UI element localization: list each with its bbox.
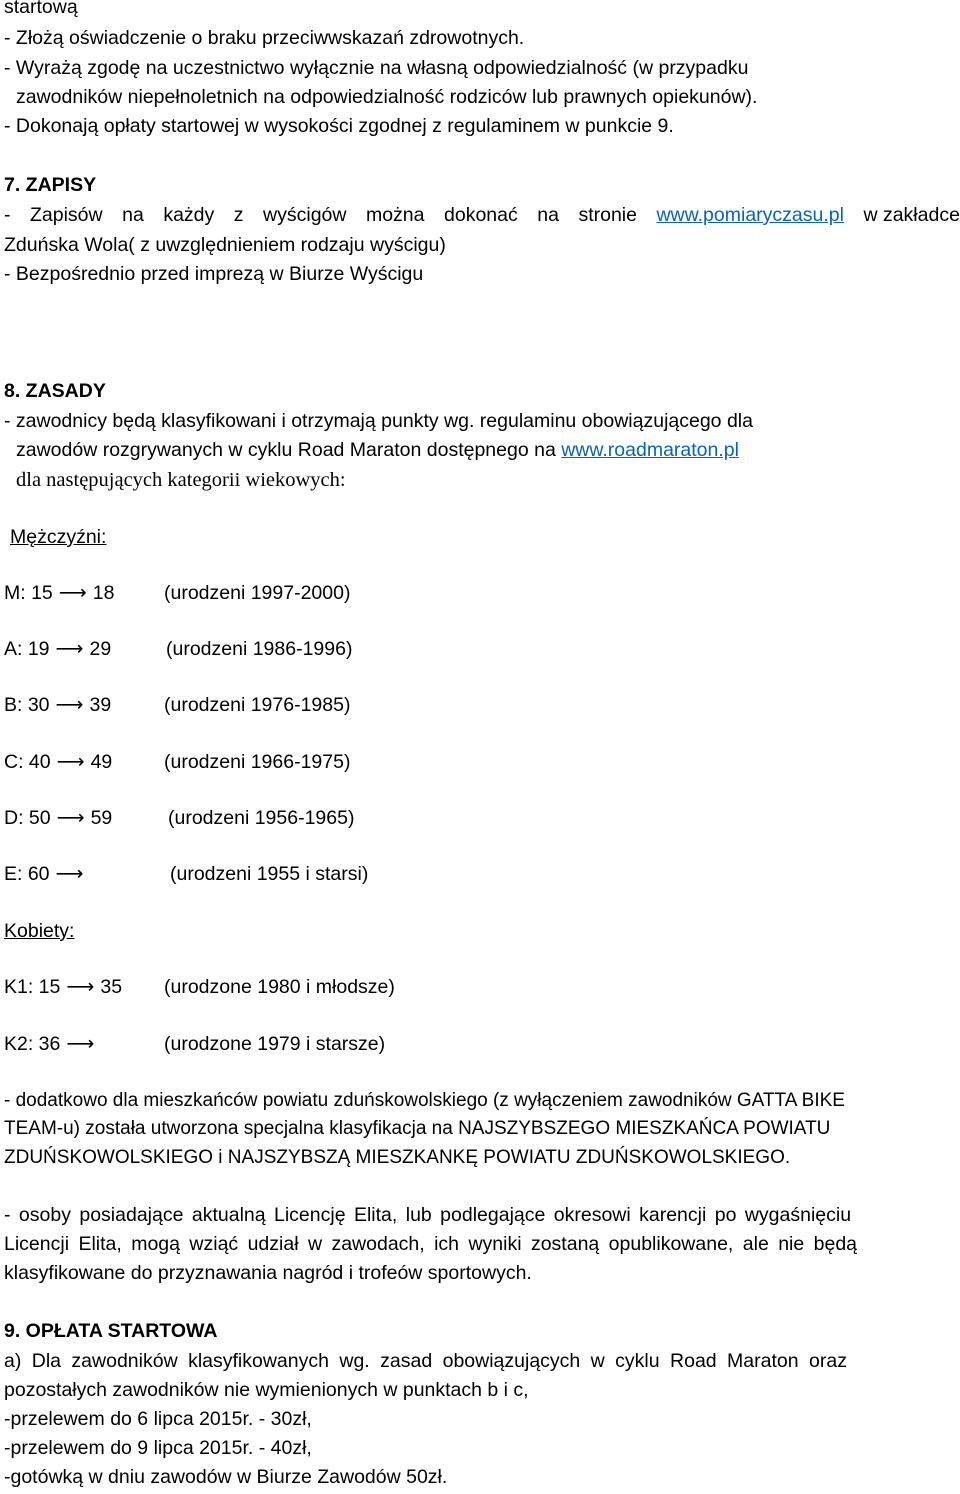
text-line: Licencji Elita, mogą wziąć udział w zawodach, ich wyniki zostaną opublikowane, ale nie będą (4, 1233, 858, 1255)
section-heading-zasady: 8. ZASADY (4, 380, 106, 402)
zapisy-line-1 (4, 202, 960, 228)
category-end: 59 (90, 807, 113, 829)
text-line: TEAM-u) została utworzona specjalna klasyfikacja na NAJSZYBSZEGO MIESZKAŃCA POWIATU (4, 1118, 831, 1139)
text-line: - dodatkowo dla mieszkańców powiatu zduńskowolskiego (z wyłączeniem zawodników GATTA BIKE (4, 1090, 845, 1111)
text-line: -przelewem do 6 lipca 2015r. - 30zł, (4, 1408, 312, 1430)
category-row (4, 1031, 386, 1057)
text-line: - zawodnicy będą klasyfikowani i otrzymają punkty wg. regulaminu obowiązującego dla (4, 410, 753, 432)
category-row (4, 861, 369, 887)
arrow-icon: ⟶ (56, 807, 85, 829)
category-label: K2: 36 (4, 1033, 61, 1055)
arrow-icon: ⟶ (55, 863, 84, 885)
text-line: Zduńska Wola( z uwzględnieniem rodzaju wyścigu) (4, 234, 446, 256)
category-label: A: 19 (4, 638, 50, 660)
section-heading-zapisy: 7. ZAPISY (4, 174, 97, 196)
category-label: C: 40 (4, 751, 51, 773)
category-years: (urodzeni 1955 i starsi) (170, 863, 369, 885)
text-line: startową (4, 0, 78, 18)
arrow-icon: ⟶ (56, 751, 85, 773)
women-label: Kobiety: (4, 920, 75, 942)
text-line: zawodników niepełnoletnich na odpowiedzialność rodziców lub prawnych opiekunów). (16, 86, 758, 108)
text-line: ZDUŃSKOWOLSKIEGO i NAJSZYBSZĄ MIESZKANKĘ POWIATU ZDUŃSKOWOLSKIEGO. (4, 1147, 791, 1168)
category-row (4, 974, 395, 1000)
category-years: (urodzeni 1966-1975) (164, 751, 351, 773)
category-end: 18 (92, 582, 115, 604)
category-end: 35 (100, 976, 123, 998)
arrow-icon: ⟶ (55, 694, 84, 716)
men-label: Mężczyźni: (10, 526, 107, 548)
category-label: M: 15 (4, 582, 53, 604)
category-years: (urodzeni 1976-1985) (164, 694, 351, 716)
category-years: (urodzeni 1986-1996) (166, 638, 353, 660)
text-line: - Bezpośrednio przed imprezą w Biurze Wyścigu (4, 263, 424, 285)
arrow-icon: ⟶ (66, 1033, 95, 1055)
text-line: klasyfikowane do przyznawania nagród i trofeów sportowych. (4, 1262, 532, 1284)
category-label: K1: 15 (4, 976, 61, 998)
category-end: 29 (89, 638, 112, 660)
category-row (4, 749, 351, 775)
category-end: 39 (89, 694, 112, 716)
arrow-icon: ⟶ (58, 582, 87, 604)
text-line: pozostałych zawodników nie wymienionych w punktach b i c, (4, 1379, 529, 1401)
text-line: dla następujących kategorii wiekowych: (16, 469, 346, 491)
text-segment: zawodów rozgrywanych w cyklu Road Maraton dostępnego na (16, 439, 562, 461)
word: Zapisów (30, 204, 103, 226)
arrow-icon: ⟶ (66, 976, 95, 998)
text-line: - Dokonają opłaty startowej w wysokości zgodnej z regulaminem w punkcie 9. (4, 115, 674, 137)
word: stronie (578, 204, 637, 226)
word: w zakładce (863, 204, 960, 226)
category-row (4, 580, 351, 606)
category-years: (urodzeni 1956-1965) (168, 807, 355, 829)
pomiaryczasu-link[interactable]: www.pomiaryczasu.pl (656, 204, 844, 226)
category-label: E: 60 (4, 863, 50, 885)
word: z (233, 204, 244, 226)
text-line: a) Dla zawodników klasyfikowanych wg. zasad obowiązujących w cyklu Road Maraton oraz (4, 1350, 847, 1372)
text-line: -przelewem do 9 lipca 2015r. - 40zł, (4, 1437, 312, 1459)
arrow-icon: ⟶ (55, 638, 84, 660)
category-end: 49 (90, 751, 113, 773)
roadmaraton-link[interactable]: www.roadmaraton.pl (561, 439, 739, 461)
word: dokonać (444, 204, 518, 226)
text-line: - Wyrażą zgodę na uczestnictwo wyłącznie na własną odpowiedzialność (w przypadku (4, 57, 749, 79)
text-line: -gotówką w dniu zawodów w Biurze Zawodów 50zł. (4, 1466, 448, 1488)
text-line: - osoby posiadające aktualną Licencję Elita, lub podlegające okresowi karencji po wygaśnięciu (4, 1204, 852, 1226)
category-years: (urodzeni 1997-2000) (164, 582, 351, 604)
category-years: (urodzone 1980 i młodsze) (164, 976, 395, 998)
section-heading-oplata: 9. OPŁATA STARTOWA (4, 1320, 218, 1342)
category-label: B: 30 (4, 694, 50, 716)
category-row (4, 692, 351, 718)
category-row (4, 636, 353, 662)
category-row (4, 805, 355, 831)
category-label: D: 50 (4, 807, 51, 829)
word: na (122, 204, 144, 226)
text-line (16, 437, 739, 463)
word: można (365, 204, 425, 226)
word: - (4, 204, 11, 226)
category-years: (urodzone 1979 i starsze) (164, 1033, 386, 1055)
text-line: - Złożą oświadczenie o braku przeciwwskazań zdrowotnych. (4, 27, 525, 49)
word: wyścigów (263, 204, 347, 226)
word: każdy (163, 204, 215, 226)
word: na (537, 204, 559, 226)
